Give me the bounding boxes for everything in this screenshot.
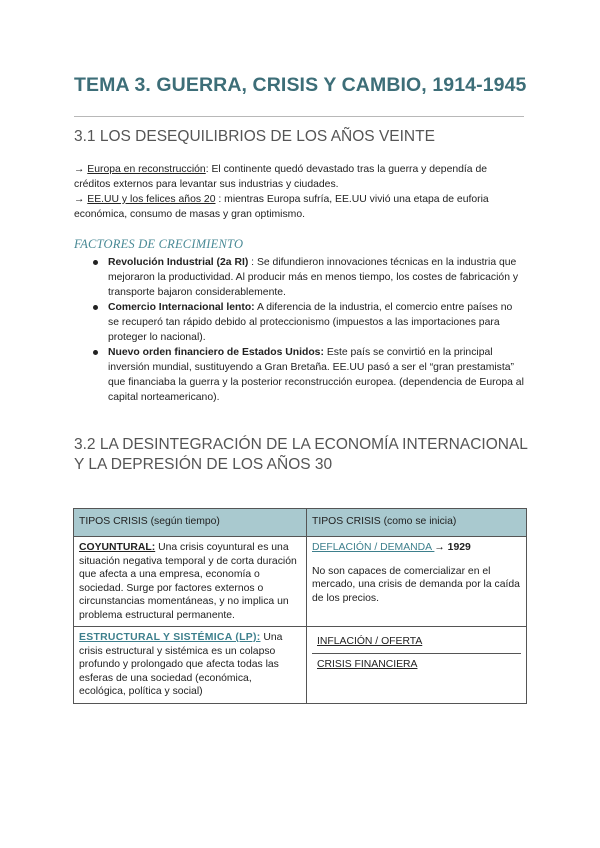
- paragraph-text: : El continente quedó devastado tras la guerra y dependía de créditos externos para levantar sus industrias y ciudades.: [74, 164, 488, 190]
- cell-text: Una crisis estructural y sistémica es un colapso profundo y prolongado que afecta todas las esferas de una sociedad (económica, ecológica, política y social): [79, 632, 283, 697]
- header-cell-inicio: TIPOS CRISIS (como se inicia): [307, 509, 527, 537]
- year-label: 1929: [444, 542, 471, 553]
- cell-deflacion: [307, 537, 527, 627]
- paragraph-eeuu: [74, 192, 526, 222]
- arrow-glyph: →: [74, 194, 88, 205]
- crisis-types-table: [73, 508, 527, 704]
- cell-coyuntural: [74, 537, 307, 627]
- cell-estructural: [74, 627, 307, 704]
- title-divider: [74, 116, 524, 117]
- cell-text: No son capaces de comercializar en el mercado, una crisis de demanda por la caída de los precios.: [312, 565, 520, 604]
- table-row: [74, 627, 527, 704]
- cell-inflacion-financiera: [307, 627, 527, 704]
- list-item: [92, 300, 524, 345]
- paragraph-text: : mientras Europa sufría, EE.UU vivió una etapa de euforia económica, consumo de masas y gran optimismo.: [74, 194, 489, 220]
- header-cell-tiempo: TIPOS CRISIS (según tiempo): [74, 509, 307, 537]
- link-estructural-sistemica[interactable]: ESTRUCTURAL Y SISTÉMICA (LP):: [79, 632, 261, 643]
- factors-heading: FACTORES DE CRECIMIENTO: [74, 237, 244, 251]
- bullet-term: Nuevo orden financiero de Estados Unidos:: [108, 347, 324, 358]
- table-header-row: [74, 509, 527, 537]
- arrow-glyph: →: [434, 542, 445, 553]
- section-2-heading: 3.2 LA DESINTEGRACIÓN DE LA ECONOMÍA INTERNACIONAL Y LA DEPRESIÓN DE LOS AÑOS 30: [74, 436, 528, 473]
- term-coyuntural: COYUNTURAL:: [79, 542, 156, 553]
- paragraph-europa: [74, 162, 526, 192]
- page-title: TEMA 3. GUERRA, CRISIS Y CAMBIO, 1914-1945: [74, 74, 527, 96]
- item-crisis-financiera: CRISIS FINANCIERA: [317, 658, 418, 670]
- list-item: [92, 345, 524, 405]
- bullet-term: Comercio Internacional lento:: [108, 302, 255, 313]
- item-inflacion-oferta: INFLACIÓN / OFERTA: [312, 631, 521, 654]
- bullet-text: : Se difundieron innovaciones técnicas en la industria que mejoraron la productividad. Al producir más en menos tiempo, los costes de fabricación y transporte bajaron considerablemente.: [108, 257, 519, 298]
- bullet-text: A diferencia de la industria, el comercio entre países no se recuperó tan rápido debido al proteccionismo (impuestos a las importaciones para proteger lo nacional).: [108, 302, 513, 343]
- factors-list: [92, 255, 524, 405]
- cell-text: Una crisis coyuntural es una situación negativa temporal y de corta duración que afecta a una empresa, economía o sociedad. Surge por factores externos o circunstancias momentáneas, y no implica un problema estructural permanente.: [79, 542, 297, 621]
- list-item: [92, 255, 524, 300]
- bullet-text: Este país se convirtió en la principal inversión mundial, sustituyendo a Gran Bretaña. EE.UU pasó a ser el “gran prestamista” que financiaba la guerra y la posterior reconstrucción europea. (dependencia de Europa al capital norteamericano).: [108, 347, 524, 403]
- arrow-glyph: →: [74, 164, 88, 175]
- link-deflacion-demanda[interactable]: DEFLACIÓN / DEMANDA: [312, 542, 435, 553]
- bullet-term: Revolución Industrial (2a RI): [108, 257, 249, 268]
- table-row: [74, 537, 527, 627]
- link-europa-reconstruccion[interactable]: Europa en reconstrucción: [87, 164, 206, 175]
- section-1-heading: 3.1 LOS DESEQUILIBRIOS DE LOS AÑOS VEINTE: [74, 128, 435, 145]
- link-eeuu-felices-20[interactable]: EE.UU y los felices años 20: [87, 194, 216, 205]
